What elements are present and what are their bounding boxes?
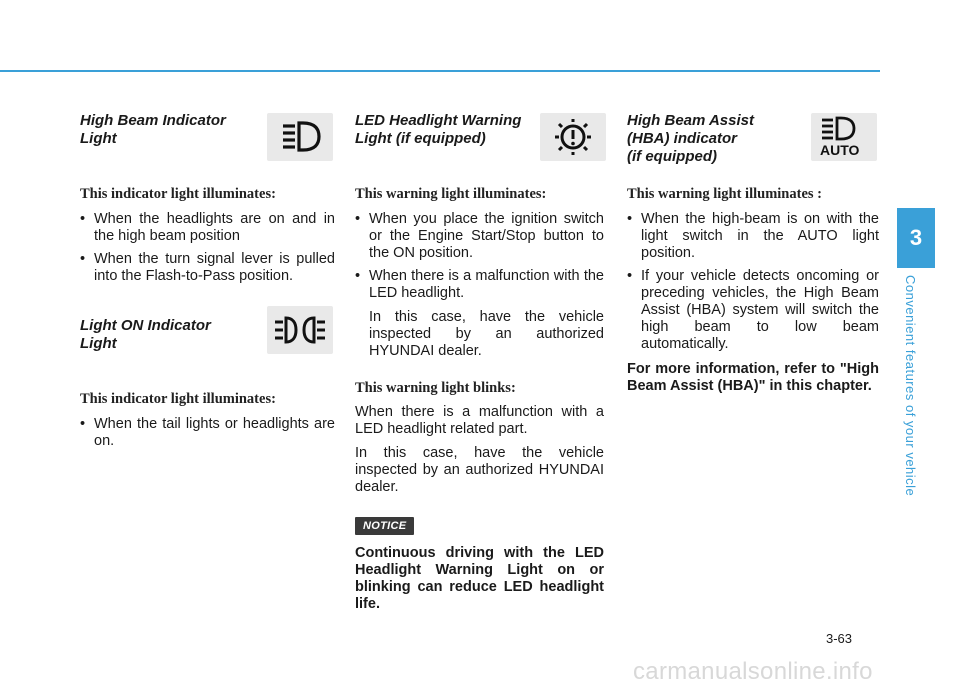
notice-badge: NOTICE bbox=[355, 517, 414, 535]
title-line: LED Headlight Warning bbox=[355, 112, 522, 129]
auto-label: AUTO bbox=[820, 142, 860, 158]
light-on-icon bbox=[267, 306, 333, 354]
notice-wrapper bbox=[355, 516, 604, 535]
bullet-list bbox=[355, 211, 604, 302]
list-item: • When the turn signal lever is pulled into the Flash-to-Pass position. bbox=[80, 251, 335, 285]
header-rule bbox=[0, 70, 880, 72]
subheading: This warning light illuminates: bbox=[355, 186, 547, 202]
title-line: Light (if equipped) bbox=[355, 130, 486, 147]
title-line: (if equipped) bbox=[627, 148, 717, 165]
paragraph: In this case, have the vehicle inspected by an authorized HYUNDAI dealer. bbox=[355, 445, 604, 495]
watermark: carmanualsonline.info bbox=[633, 658, 873, 685]
bullet-list bbox=[80, 416, 335, 450]
title-line: Light bbox=[80, 335, 117, 352]
chapter-tab: 3 bbox=[897, 208, 935, 268]
title-line: Light ON Indicator bbox=[80, 317, 211, 334]
bullet-list bbox=[80, 211, 335, 285]
list-item: • When there is a malfunction with the LED headlight. bbox=[355, 268, 604, 302]
title-line: Light bbox=[80, 130, 117, 147]
title-line: High Beam Assist bbox=[627, 112, 754, 129]
list-item: • When the headlights are on and in the high beam position bbox=[80, 211, 335, 245]
subheading: This warning light blinks: bbox=[355, 380, 516, 396]
list-item: • When you place the ignition switch or the Engine Start/Stop button to the ON position. bbox=[355, 211, 604, 262]
title-line: High Beam Indicator bbox=[80, 112, 226, 129]
more-info-text: For more information, refer to "High Beam Assist (HBA)" in this chapter. bbox=[627, 361, 879, 394]
subheading: This indicator light illuminates: bbox=[80, 186, 276, 202]
list-item: • If your vehicle detects oncoming or preceding vehicles, the High Beam Assist (HBA) system will switch the high beam to low beam automatically. bbox=[627, 268, 879, 353]
page-number: 3-63 bbox=[826, 631, 853, 646]
high-beam-icon bbox=[267, 113, 333, 161]
list-item: • When the high-beam is on with the light switch in the AUTO light position. bbox=[627, 211, 879, 262]
subheading: This warning light illuminates : bbox=[627, 186, 822, 202]
bullet-list bbox=[627, 211, 879, 353]
subheading: This indicator light illuminates: bbox=[80, 391, 276, 407]
title-line: (HBA) indicator bbox=[627, 130, 737, 147]
paragraph: When there is a malfunction with a LED headlight related part. bbox=[355, 404, 604, 437]
hba-auto-icon bbox=[811, 113, 877, 161]
column-led-warning bbox=[355, 108, 604, 613]
list-item: • When the tail lights or headlights are on. bbox=[80, 416, 335, 450]
followup-text: In this case, have the vehicle inspected by an authorized HYUNDAI dealer. bbox=[369, 309, 604, 359]
led-warning-icon bbox=[540, 113, 606, 161]
chapter-title: Convenient features of your vehicle bbox=[903, 275, 918, 497]
notice-text: Continuous driving with the LED Headlight Warning Light on or blinking can reduce LED headlight life. bbox=[355, 545, 604, 612]
